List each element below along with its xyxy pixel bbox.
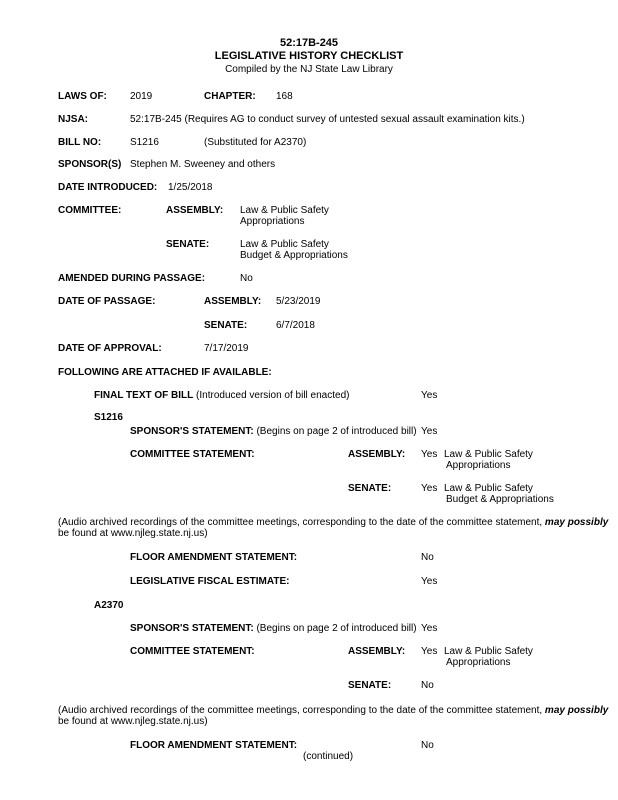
s1216-floor-label: FLOOR AMENDMENT STATEMENT: — [130, 552, 298, 563]
a2370-senate-label: SENATE: — [348, 680, 392, 691]
s1216-sponsor-row — [130, 426, 417, 438]
s1216-assembly-label: ASSEMBLY: — [348, 449, 406, 460]
bill-no-value: S1216 — [130, 137, 159, 148]
final-text-note: (Introduced version of bill enacted) — [196, 390, 350, 401]
s1216-senate-label: SENATE: — [348, 483, 392, 494]
chapter-label: CHAPTER: — [204, 91, 256, 102]
a2370-audio-note-text: (Audio archived recordings of the committee meetings, corresponding to the date of the committee statement, — [58, 705, 545, 716]
committee-assembly-label: ASSEMBLY: — [166, 205, 224, 216]
committee-assembly-line2: Appropriations — [240, 216, 305, 227]
s1216-audio-note-emphasis: may possibly — [544, 517, 609, 528]
final-text-label: FINAL TEXT OF BILL — [94, 390, 194, 401]
approval-value: 7/17/2019 — [204, 343, 249, 354]
s1216-audio-note-text: (Audio archived recordings of the committee meetings, corresponding to the date of the committee statement, — [58, 517, 545, 528]
s1216-floor-value: No — [421, 552, 434, 563]
a2370-assembly-value: Yes — [421, 646, 438, 657]
s1216-bill-heading: S1216 — [94, 412, 123, 423]
a2370-assembly-label: ASSEMBLY: — [348, 646, 406, 657]
a2370-sponsor-note: (Begins on page 2 of introduced bill) — [256, 623, 417, 634]
committee-label: COMMITTEE: — [58, 205, 122, 216]
sponsors-value: Stephen M. Sweeney and others — [130, 159, 276, 170]
approval-label: DATE OF APPROVAL: — [58, 343, 162, 354]
s1216-committee-label: COMMITTEE STATEMENT: — [130, 449, 255, 460]
s1216-assembly-value: Yes — [421, 449, 438, 460]
a2370-assembly-line2: Appropriations — [446, 657, 511, 668]
committee-senate-line2: Budget & Appropriations — [240, 250, 348, 261]
njsa-value: 52:17B-245 (Requires AG to conduct survey of untested sexual assault examination kits.) — [130, 114, 525, 125]
committee-assembly-line1: Law & Public Safety — [240, 205, 329, 216]
date-introduced-value: 1/25/2018 — [168, 182, 213, 193]
bill-no-note: (Substituted for A2370) — [204, 137, 307, 148]
page-title: LEGISLATIVE HISTORY CHECKLIST — [214, 50, 404, 62]
a2370-sponsor-label: SPONSOR'S STATEMENT: — [130, 623, 254, 634]
a2370-floor-label: FLOOR AMENDMENT STATEMENT: — [130, 740, 298, 751]
a2370-bill-heading: A2370 — [94, 600, 124, 611]
a2370-audio-note-emphasis: may possibly — [544, 705, 609, 716]
s1216-fiscal-value: Yes — [421, 576, 438, 587]
passage-senate-label: SENATE: — [204, 320, 248, 331]
final-text-row — [94, 390, 349, 402]
a2370-audio-note-line2: be found at www.njleg.state.nj.us) — [58, 716, 208, 727]
bill-no-label: BILL NO: — [58, 137, 102, 148]
amended-label: AMENDED DURING PASSAGE: — [58, 273, 206, 284]
passage-label: DATE OF PASSAGE: — [58, 296, 156, 307]
date-introduced-label: DATE INTRODUCED: — [58, 182, 158, 193]
final-text-value: Yes — [421, 390, 438, 401]
passage-assembly-value: 5/23/2019 — [276, 296, 321, 307]
s1216-fiscal-label: LEGISLATIVE FISCAL ESTIMATE: — [130, 576, 290, 587]
chapter-value: 168 — [276, 91, 293, 102]
committee-senate-line1: Law & Public Safety — [240, 239, 329, 250]
a2370-sponsor-value: Yes — [421, 623, 438, 634]
committee-senate-label: SENATE: — [166, 239, 210, 250]
compiled-by: Compiled by the NJ State Law Library — [225, 64, 393, 75]
s1216-audio-note-line2: be found at www.njleg.state.nj.us) — [58, 528, 208, 539]
sponsors-label: SPONSOR(S) — [58, 159, 122, 170]
passage-assembly-label: ASSEMBLY: — [204, 296, 262, 307]
s1216-assembly-line2: Appropriations — [446, 460, 511, 471]
njsa-label: NJSA: — [58, 114, 89, 125]
a2370-assembly-line1: Law & Public Safety — [444, 646, 533, 657]
a2370-senate-value: No — [421, 680, 434, 691]
statute-code: 52:17B-245 — [279, 37, 339, 49]
s1216-assembly-line1: Law & Public Safety — [444, 449, 533, 460]
s1216-sponsor-value: Yes — [421, 426, 438, 437]
s1216-sponsor-note: (Begins on page 2 of introduced bill) — [256, 426, 417, 437]
laws-of-value: 2019 — [130, 91, 153, 102]
amended-value: No — [240, 273, 253, 284]
passage-senate-value: 6/7/2018 — [276, 320, 315, 331]
s1216-senate-line2: Budget & Appropriations — [446, 494, 554, 505]
attached-heading: FOLLOWING ARE ATTACHED IF AVAILABLE: — [58, 367, 272, 378]
s1216-senate-line1: Law & Public Safety — [444, 483, 533, 494]
a2370-sponsor-row — [130, 623, 417, 635]
a2370-floor-value: No — [421, 740, 434, 751]
laws-of-label: LAWS OF: — [58, 91, 107, 102]
s1216-sponsor-label: SPONSOR'S STATEMENT: — [130, 426, 254, 437]
continued-note: (continued) — [303, 751, 354, 762]
a2370-committee-label: COMMITTEE STATEMENT: — [130, 646, 255, 657]
s1216-senate-value: Yes — [421, 483, 438, 494]
